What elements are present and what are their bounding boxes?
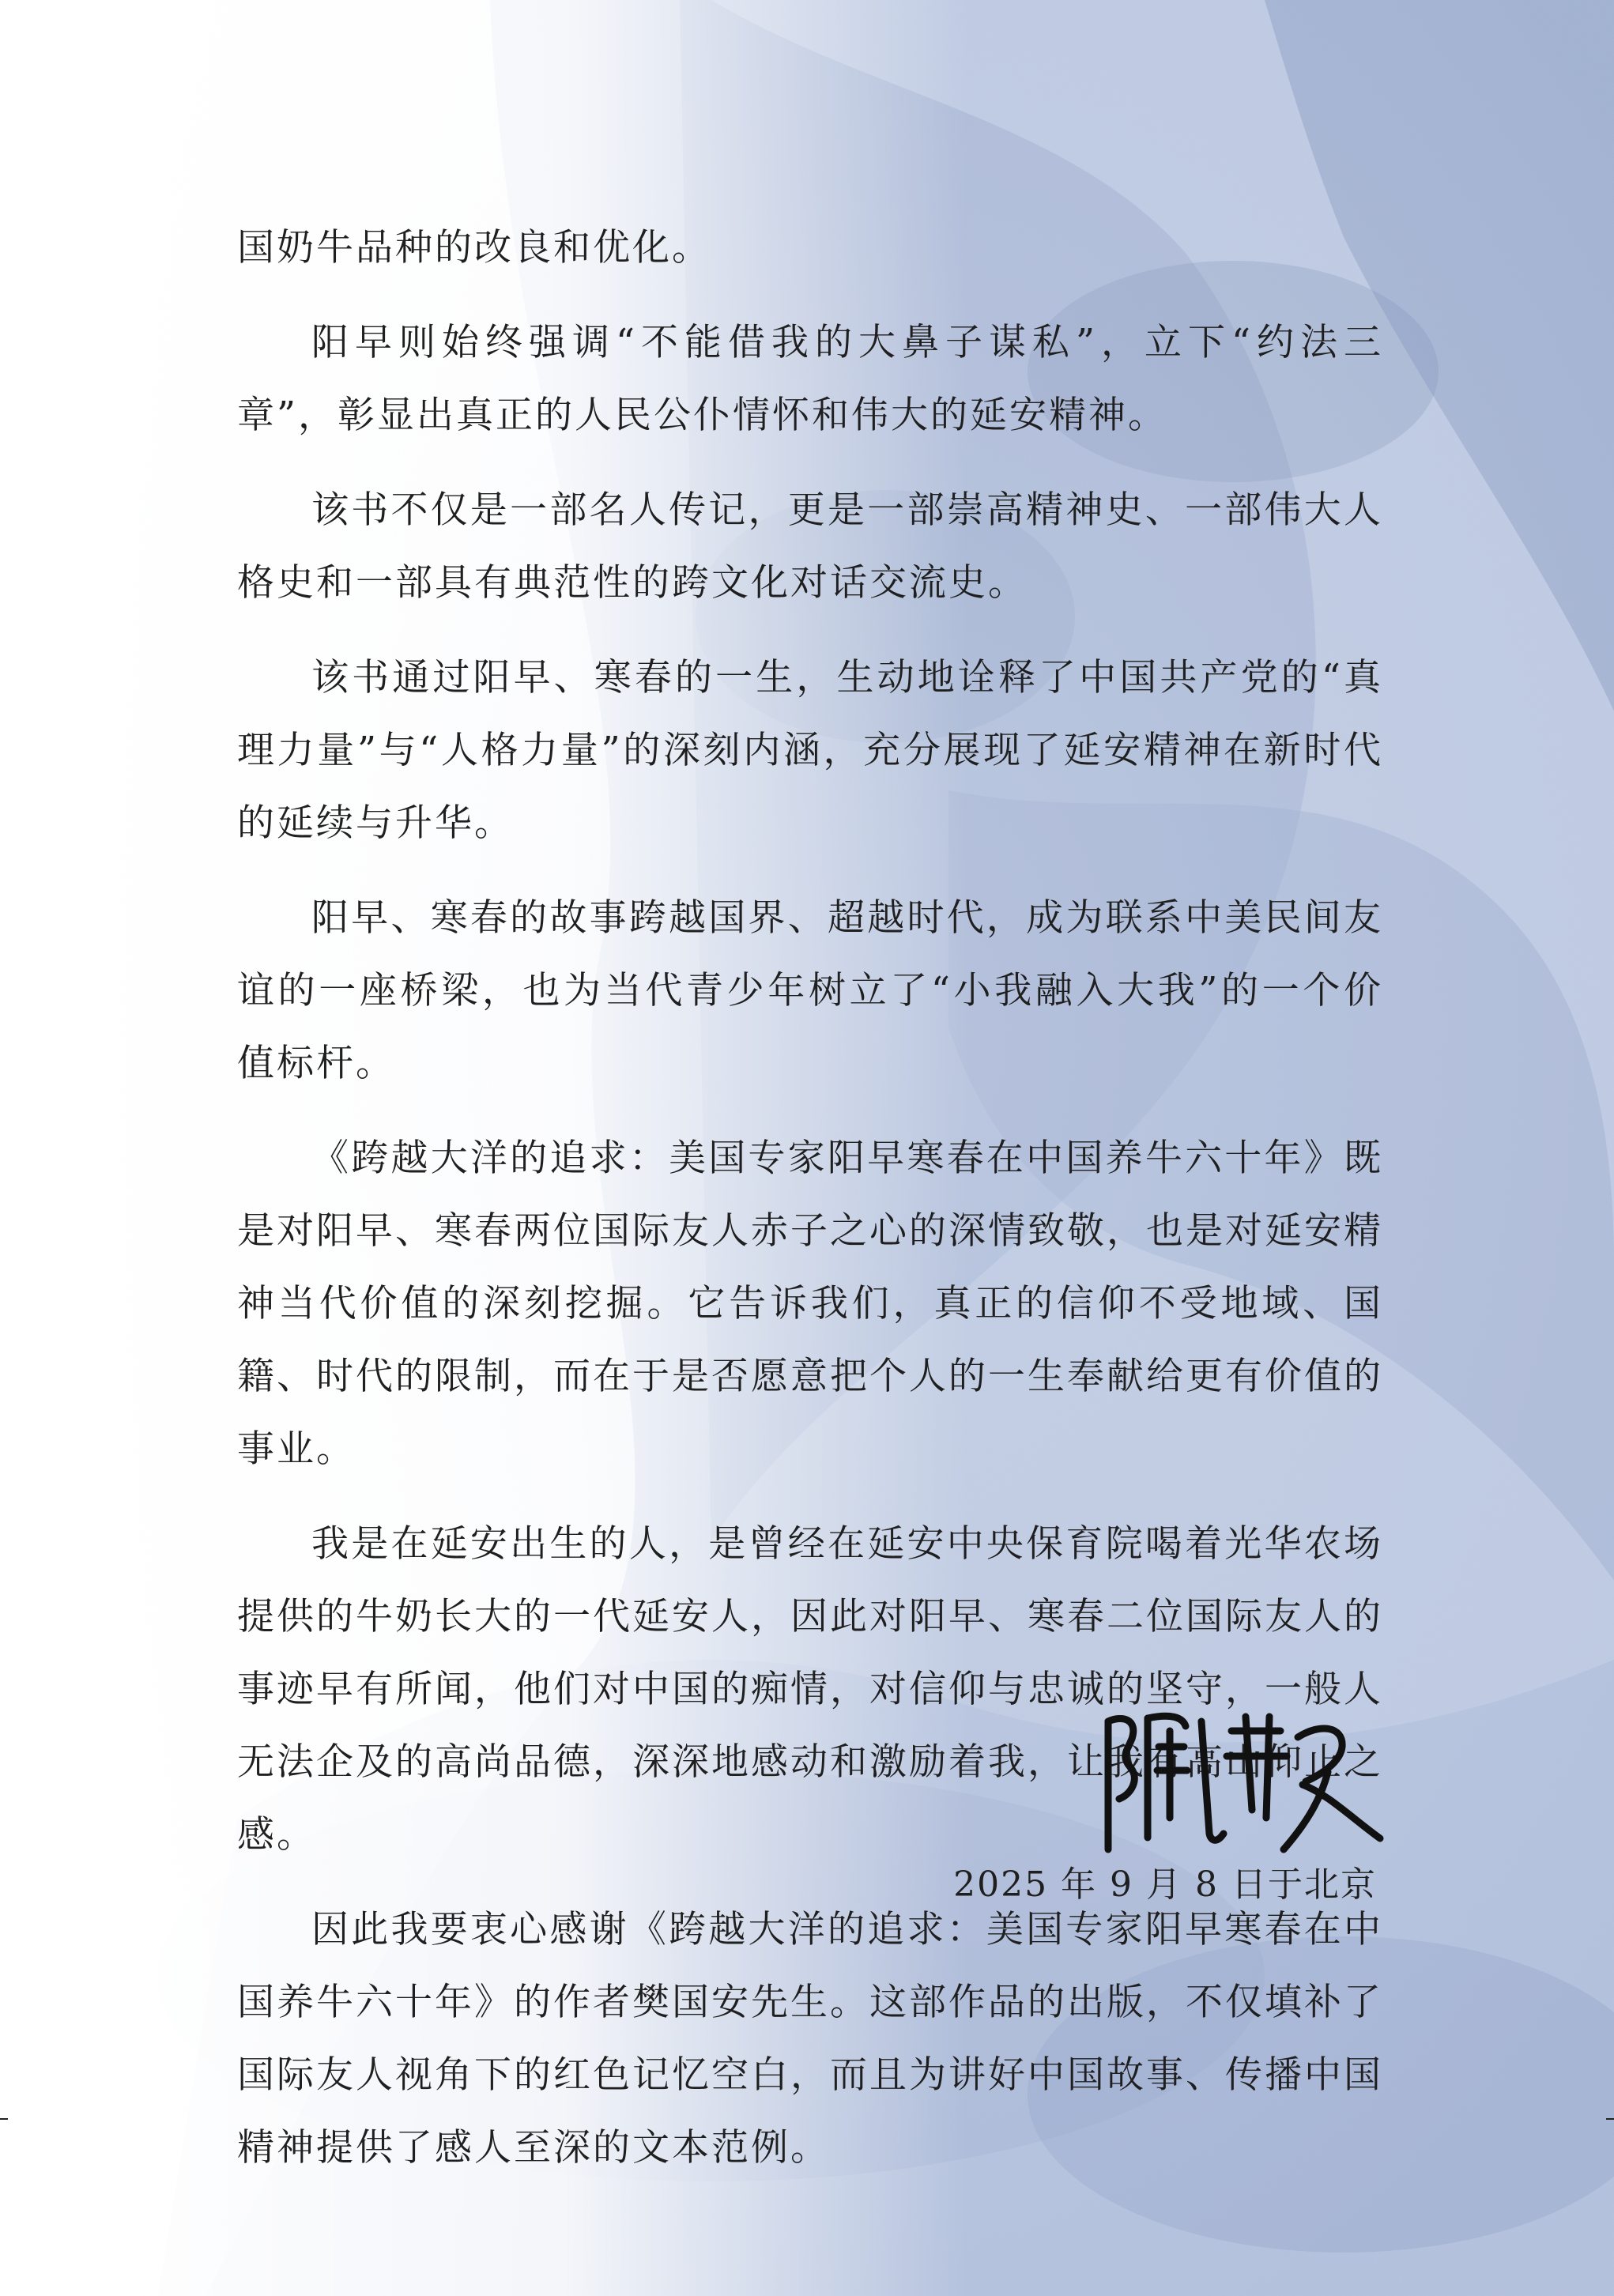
paragraph: 阳早则始终强调“不能借我的大鼻子谋私”，立下“约法三章”，彰显出真正的人民公仆情怀和伟大的延安精神。 xyxy=(237,321,1383,437)
crop-mark-right xyxy=(1606,2118,1614,2120)
paragraph: 国奶牛品种的改良和优化。 xyxy=(237,226,711,270)
crop-mark-left xyxy=(0,2118,8,2120)
paragraph: 我是在延安出生的人，是曾经在延安中央保育院喝着光华农场提供的牛奶长大的一代延安人，因此对阳早、寒春二位国际友人的事迹早有所闻，他们对中国的痴情，对信仰与忠诚的坚守，一般人无法企及的高尚品德，深深地感动和激励着我，让我有高山仰止之感。 xyxy=(237,1522,1383,1857)
date-location-line: 2025 年 9 月 8 日于北京 xyxy=(953,1864,1377,1905)
paragraph: 该书不仅是一部名人传记，更是一部崇高精神史、一部伟大人格史和一部具有典范性的跨文化对话交流史。 xyxy=(237,488,1383,605)
paragraph: 该书通过阳早、寒春的一生，生动地诠释了中国共产党的“真理力量”与“人格力量”的深刻内涵，充分展现了延安精神在新时代的延续与升华。 xyxy=(237,656,1383,845)
paragraph: 《跨越大洋的追求：美国专家阳早寒春在中国养牛六十年》既是对阳早、寒春两位国际友人赤子之心的深情致敬，也是对延安精神当代价值的深刻挖掘。它告诉我们，真正的信仰不受地域、国籍、时代的限制，而在于是否愿意把个人的一生奉献给更有价值的事业。 xyxy=(237,1137,1383,1471)
paragraph: 因此我要衷心感谢《跨越大洋的追求：美国专家阳早寒春在中国养牛六十年》的作者樊国安先生。这部作品的出版，不仅填补了国际友人视角下的红色记忆空白，而且为讲好中国故事、传播中国精神提供了感人至深的文本范例。 xyxy=(237,1908,1383,2170)
paragraph: 阳早、寒春的故事跨越国界、超越时代，成为联系中美民间友谊的一座桥梁，也为当代青少年树立了“小我融入大我”的一个价值标杆。 xyxy=(237,896,1383,1085)
handwritten-signature xyxy=(1091,1699,1391,1865)
